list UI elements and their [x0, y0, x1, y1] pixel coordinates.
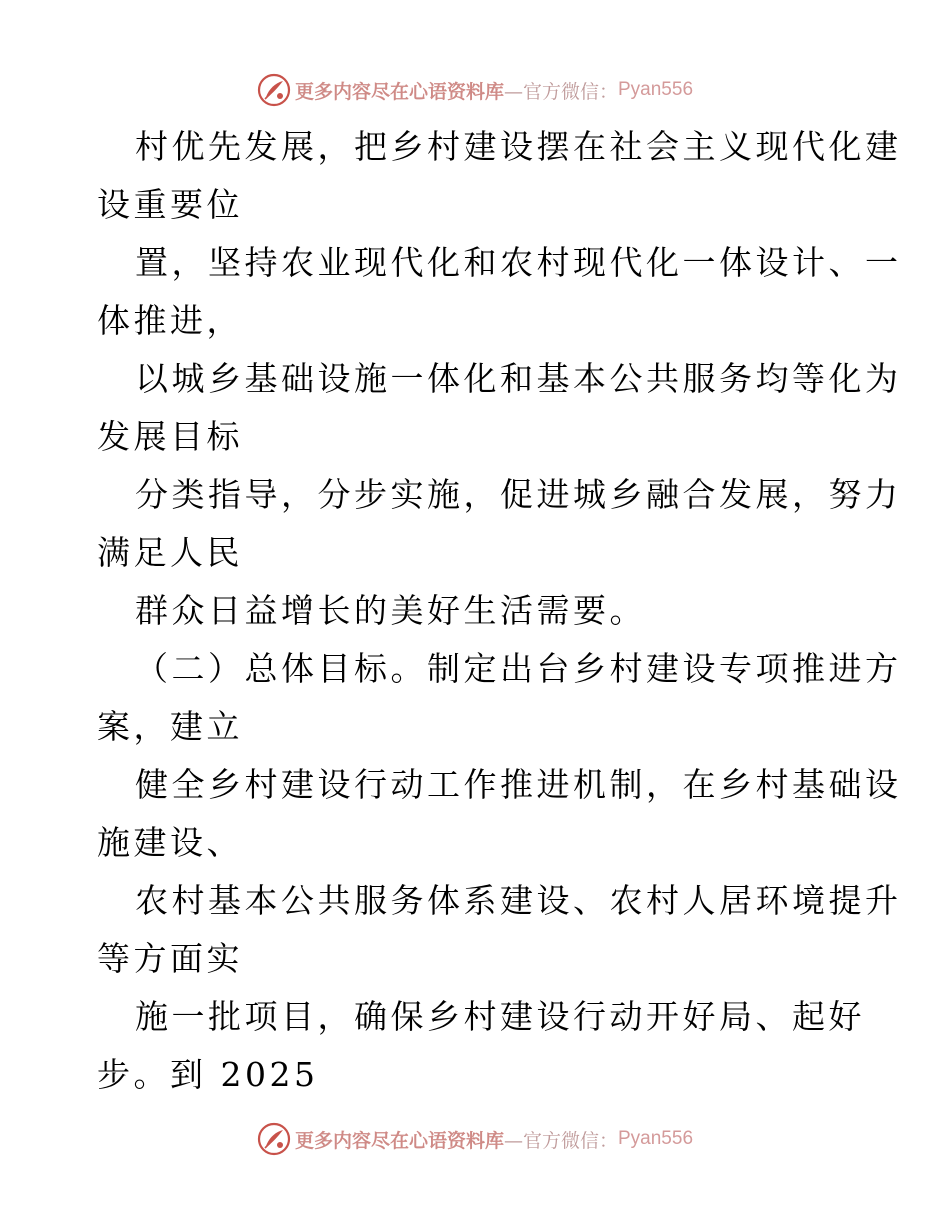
- body-line: 以城乡基础设施一体化和基本公共服务均等化为: [135, 359, 902, 398]
- body-line: 分类指导，分步实施，促进城乡融合发展，努力: [135, 475, 902, 514]
- body-line: 案，建立: [97, 707, 243, 746]
- body-line: 健全乡村建设行动工作推进机制，在乡村基础设: [135, 765, 902, 804]
- feather-pen-logo-icon: [257, 1122, 291, 1156]
- body-line: 施一批项目，确保乡村建设行动开好局、起好: [135, 997, 865, 1036]
- footer-banner: [0, 1119, 950, 1159]
- body-line: 农村基本公共服务体系建设、农村人居环境提升: [135, 881, 902, 920]
- header-sub-text: —官方微信：: [503, 80, 618, 103]
- body-line: 满足人民: [97, 533, 243, 572]
- header-banner: [0, 70, 950, 110]
- body-line: 步。到 2025: [97, 1055, 319, 1094]
- header-wechat-id: Pyan556: [618, 79, 694, 100]
- body-line: 村优先发展，把乡村建设摆在社会主义现代化建: [135, 127, 902, 166]
- document-body: [97, 118, 902, 1104]
- feather-pen-logo-icon: [257, 73, 291, 107]
- footer-main-text: 更多内容尽在心语资料库: [294, 1129, 504, 1152]
- body-line: 置，坚持农业现代化和农村现代化一体设计、一: [135, 243, 902, 282]
- header-main-text: 更多内容尽在心语资料库: [294, 80, 504, 103]
- body-line: 发展目标: [97, 417, 243, 456]
- body-line: 群众日益增长的美好生活需要。: [135, 591, 646, 630]
- footer-wechat-id: Pyan556: [618, 1128, 694, 1149]
- body-line: （二）总体目标。制定出台乡村建设专项推进方: [135, 649, 902, 688]
- body-line: 设重要位: [97, 185, 243, 224]
- footer-sub-text: —官方微信：: [503, 1129, 618, 1152]
- body-line: 等方面实: [97, 939, 243, 978]
- body-line: 体推进，: [97, 301, 243, 340]
- body-line: 施建设、: [97, 823, 243, 862]
